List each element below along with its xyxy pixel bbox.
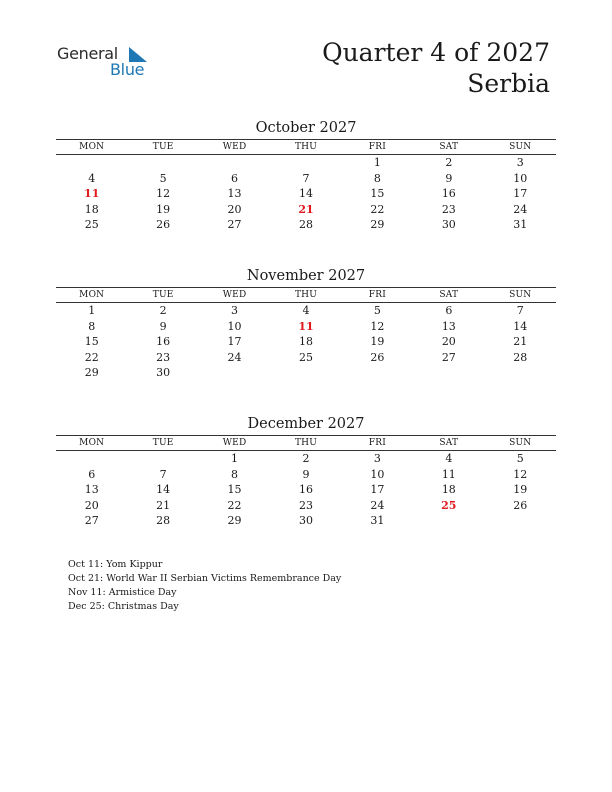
weekday-label: MON (79, 290, 105, 300)
day-cell (56, 155, 127, 171)
day-cell (485, 513, 556, 529)
weekday-label: FRI (368, 290, 386, 300)
weekday-label: SAT (439, 290, 459, 300)
week-row (56, 467, 556, 483)
day-cell: 6 (445, 304, 453, 317)
day-cell: 18 (84, 202, 99, 216)
week-row (56, 350, 556, 366)
day-cell: 25 (298, 350, 313, 364)
holiday-note: Oct 21: World War II Serbian Victims Remembrance Day (68, 573, 342, 584)
month-title: November 2027 (246, 268, 366, 284)
day-cell: 18 (441, 483, 456, 496)
day-cell (56, 451, 127, 467)
weekday-label: SUN (509, 142, 532, 152)
weekday-label: TUE (152, 142, 174, 152)
day-cell: 16 (298, 483, 313, 496)
holiday-note: Dec 25: Christmas Day (68, 601, 179, 612)
weekday-label: SAT (439, 142, 459, 152)
day-cell: 22 (84, 350, 99, 364)
day-cell: 7 (302, 171, 310, 185)
logo (57, 44, 157, 84)
day-cell: 2 (302, 452, 310, 465)
day-cell: 28 (513, 350, 528, 364)
day-cell: 21 (156, 498, 171, 512)
day-cell: 3 (231, 304, 239, 317)
day-cell: 19 (156, 202, 171, 216)
holiday-note: Oct 11: Yom Kippur (68, 559, 163, 570)
day-cell: 31 (513, 218, 528, 231)
week-row (56, 365, 556, 381)
holiday-day-cell: 25 (441, 498, 457, 512)
day-cell: 10 (370, 467, 385, 481)
day-cell: 24 (370, 498, 385, 512)
week-row (56, 186, 556, 202)
day-cell: 9 (302, 467, 310, 481)
day-cell: 7 (516, 304, 524, 317)
day-cell: 13 (227, 187, 242, 200)
day-cell: 15 (227, 483, 242, 496)
day-cell: 9 (445, 171, 453, 185)
weekday-label: THU (294, 438, 317, 448)
week-row (56, 303, 556, 319)
country-title: Serbia (467, 69, 550, 98)
weekday-label: MON (79, 142, 105, 152)
day-cell: 31 (370, 514, 385, 527)
day-cell: 7 (159, 467, 167, 481)
month-calendar (56, 266, 556, 381)
day-cell: 1 (373, 156, 381, 169)
day-cell: 8 (373, 171, 381, 185)
weekday-header (56, 139, 556, 155)
day-cell: 8 (88, 319, 96, 333)
holiday-note: Nov 11: Armistice Day (68, 587, 177, 598)
day-cell: 23 (156, 350, 171, 364)
day-cell: 24 (513, 202, 528, 216)
day-cell: 12 (156, 187, 171, 200)
week-row (56, 171, 556, 187)
day-cell: 28 (298, 218, 313, 231)
day-cell: 30 (156, 366, 171, 379)
day-cell: 17 (513, 187, 528, 200)
day-cell: 8 (231, 467, 239, 481)
day-cell: 13 (441, 319, 456, 333)
logo-text-general: General (57, 44, 118, 63)
day-cell: 4 (445, 452, 453, 465)
week-row (56, 482, 556, 498)
weekday-label: THU (294, 290, 317, 300)
day-cell: 4 (302, 304, 310, 317)
day-cell: 4 (88, 171, 96, 185)
day-cell (127, 451, 198, 467)
day-cell: 3 (373, 452, 381, 465)
day-cell: 30 (298, 514, 313, 527)
day-cell: 3 (516, 156, 524, 169)
day-cell: 22 (370, 202, 385, 216)
day-cell: 10 (513, 171, 528, 185)
weekday-label: WED (222, 142, 247, 152)
day-cell: 10 (227, 319, 242, 333)
day-cell: 27 (84, 514, 99, 527)
day-cell: 9 (159, 319, 167, 333)
day-cell: 1 (231, 452, 239, 465)
holiday-day-cell: 11 (298, 319, 314, 333)
day-cell (199, 155, 270, 171)
holiday-notes (68, 558, 341, 614)
day-cell: 14 (513, 319, 528, 333)
week-row (56, 319, 556, 335)
day-cell: 21 (513, 335, 528, 348)
day-cell: 2 (159, 304, 167, 317)
day-cell: 20 (227, 202, 242, 216)
day-cell: 11 (441, 467, 456, 481)
week-row (56, 451, 556, 467)
day-cell: 19 (513, 483, 528, 496)
weekday-label: SAT (439, 438, 459, 448)
day-cell: 19 (370, 335, 385, 348)
week-row (56, 217, 556, 233)
day-cell (485, 365, 556, 381)
day-cell: 23 (298, 498, 313, 512)
weekday-header (56, 287, 556, 303)
logo-text-blue: Blue (110, 60, 145, 79)
day-cell: 27 (441, 350, 456, 364)
quarter-title: Quarter 4 of 2027 (322, 38, 550, 67)
weekday-label: FRI (368, 142, 386, 152)
day-cell: 15 (370, 187, 385, 200)
day-cell: 14 (156, 483, 171, 496)
month-title: December 2027 (247, 416, 365, 432)
day-cell: 22 (227, 498, 242, 512)
day-cell: 15 (84, 335, 99, 348)
weekday-label: WED (222, 438, 247, 448)
day-cell: 20 (441, 335, 456, 348)
month-calendar (56, 414, 556, 529)
day-cell (127, 155, 198, 171)
day-cell: 26 (156, 218, 171, 231)
day-cell: 18 (298, 335, 313, 348)
day-cell: 26 (370, 350, 385, 364)
day-cell: 27 (227, 218, 242, 231)
day-cell: 16 (156, 335, 171, 348)
month-calendar (56, 118, 556, 233)
day-cell: 26 (513, 498, 528, 512)
day-cell: 17 (370, 483, 385, 496)
weekday-label: WED (222, 290, 247, 300)
day-cell: 6 (88, 467, 96, 481)
day-cell: 14 (298, 187, 313, 200)
day-cell: 1 (88, 304, 96, 317)
day-cell (413, 365, 484, 381)
day-cell: 29 (227, 514, 242, 527)
weekday-label: SUN (509, 290, 532, 300)
weekday-header (56, 435, 556, 451)
day-cell: 30 (441, 218, 456, 231)
holiday-day-cell: 21 (298, 202, 314, 216)
day-cell: 5 (373, 304, 381, 317)
day-cell: 12 (370, 319, 385, 333)
day-cell: 25 (84, 218, 99, 231)
weekday-label: FRI (368, 438, 386, 448)
day-cell (199, 365, 270, 381)
day-cell: 20 (84, 498, 99, 512)
day-cell: 5 (159, 171, 167, 185)
weekday-label: THU (294, 142, 317, 152)
week-row (56, 334, 556, 350)
weekday-label: SUN (509, 438, 532, 448)
weekday-label: TUE (152, 438, 174, 448)
day-cell (270, 365, 341, 381)
day-cell: 24 (227, 350, 242, 364)
week-row (56, 513, 556, 529)
day-cell: 2 (445, 156, 453, 169)
day-cell: 29 (84, 366, 99, 379)
week-row (56, 498, 556, 514)
day-cell: 6 (231, 171, 239, 185)
holiday-day-cell: 11 (84, 187, 100, 200)
day-cell: 28 (156, 514, 171, 527)
day-cell (342, 365, 413, 381)
day-cell: 23 (441, 202, 456, 216)
weekday-label: TUE (152, 290, 174, 300)
weekday-label: MON (79, 438, 105, 448)
day-cell (413, 513, 484, 529)
day-cell: 16 (441, 187, 456, 200)
day-cell: 5 (516, 452, 524, 465)
page-title (322, 37, 550, 99)
week-row (56, 155, 556, 171)
day-cell: 13 (84, 483, 99, 496)
day-cell: 29 (370, 218, 385, 231)
day-cell (270, 155, 341, 171)
day-cell: 17 (227, 335, 242, 348)
month-title: October 2027 (255, 120, 357, 136)
week-row (56, 202, 556, 218)
day-cell: 12 (513, 467, 528, 481)
